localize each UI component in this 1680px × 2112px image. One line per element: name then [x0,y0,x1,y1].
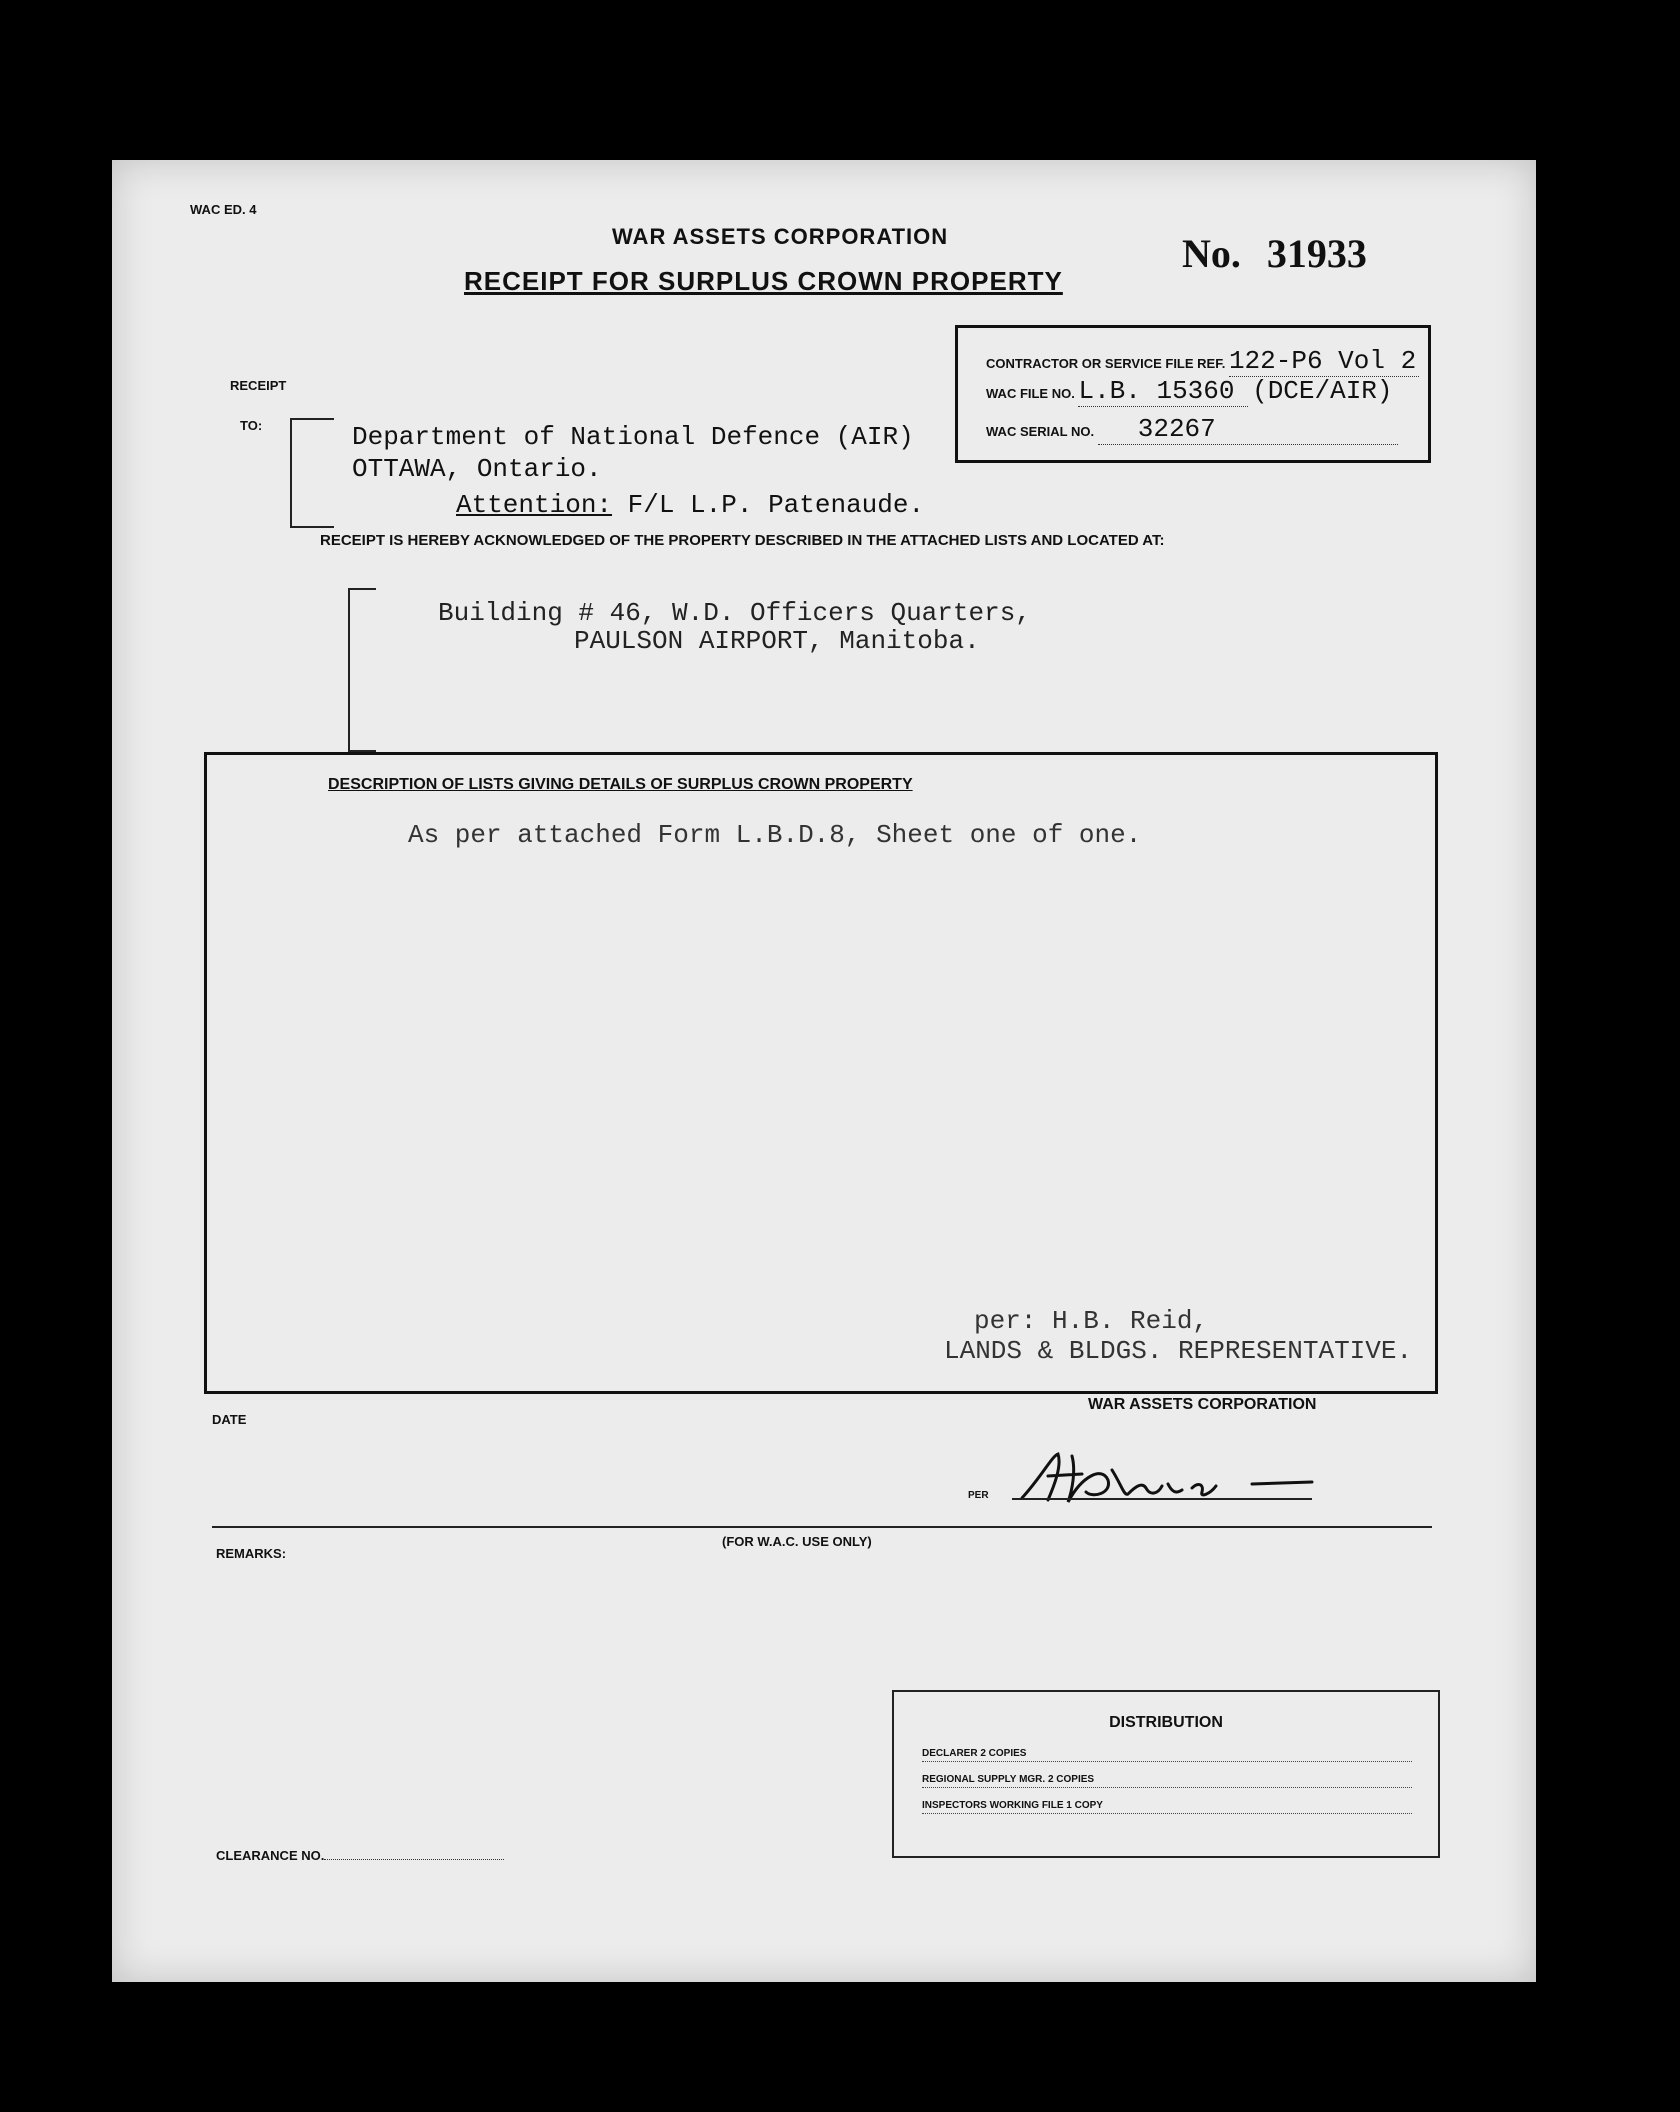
distribution-box [892,1690,1440,1858]
reference-box [955,325,1431,463]
location-line-1: Building # 46, W.D. Officers Quarters, [438,598,1031,628]
handwritten-signature [1012,1436,1352,1516]
date-label: DATE [212,1412,247,1427]
location-line-2: PAULSON AIRPORT, Manitoba. [574,626,980,656]
wac-file-row [986,376,1393,407]
receipt-number [1182,230,1367,277]
contractor-ref-label: CONTRACTOR OR SERVICE FILE REF. [986,356,1226,371]
clearance-blank [324,1859,504,1860]
recipient-bracket [290,418,334,528]
distribution-row: REGIONAL SUPPLY MGR. 2 COPIES [922,1774,1412,1788]
distribution-row: INSPECTORS WORKING FILE 1 COPY [922,1800,1412,1814]
distribution-row: DECLARER 2 COPIES [922,1748,1412,1762]
description-title: DESCRIPTION OF LISTS GIVING DETAILS OF SURPLUS CROWN PROPERTY [328,776,913,793]
recipient-line-1: Department of National Defence (AIR) [352,422,914,452]
attention-line [456,490,924,520]
number-value: 31933 [1266,231,1367,276]
representative-per: per: H.B. Reid, [974,1306,1209,1336]
wac-file-value: L.B. 15360 [1078,376,1248,407]
signature-corporation: WAR ASSETS CORPORATION [1088,1396,1317,1413]
wac-serial-value: 32267 [1098,414,1398,445]
signature-line [1012,1498,1312,1500]
divider-line [212,1526,1432,1528]
wac-use-only: (FOR W.A.C. USE ONLY) [722,1534,872,1549]
attention-label: Attention: [456,490,613,520]
receipt-label: RECEIPT [230,378,287,393]
representative-role: LANDS & BLDGS. REPRESENTATIVE. [944,1336,1413,1366]
attention-value: F/L L.P. Patenaude. [627,490,925,520]
to-label: TO: [240,418,263,433]
form-number: WAC ED. 4 [190,202,257,217]
signature-per-label: PER [968,1490,989,1501]
wac-serial-label: WAC SERIAL NO. [986,424,1095,439]
document-page [112,160,1536,1982]
location-bracket [348,588,376,752]
contractor-ref-value: 122-P6 Vol 2 [1229,346,1419,377]
clearance-label: CLEARANCE NO. [216,1848,325,1863]
contractor-ref-row [986,346,1419,377]
recipient-line-2: OTTAWA, Ontario. [352,454,602,484]
wac-serial-row [986,414,1398,445]
remarks-label: REMARKS: [216,1546,287,1561]
distribution-title: DISTRIBUTION [1109,1714,1223,1731]
wac-file-extra: (DCE/AIR) [1252,376,1393,406]
receipt-title: RECEIPT FOR SURPLUS CROWN PROPERTY [464,266,1063,296]
corporation-title: WAR ASSETS CORPORATION [612,224,949,249]
description-text: As per attached Form L.B.D.8, Sheet one of one. [408,820,1142,850]
clearance-field [216,1848,504,1863]
wac-file-label: WAC FILE NO. [986,386,1075,401]
acknowledgement-text: RECEIPT IS HEREBY ACKNOWLEDGED OF THE PROPERTY DESCRIBED IN THE ATTACHED LISTS AND LOCATED AT: [320,532,1165,549]
number-label: No. [1182,231,1241,276]
